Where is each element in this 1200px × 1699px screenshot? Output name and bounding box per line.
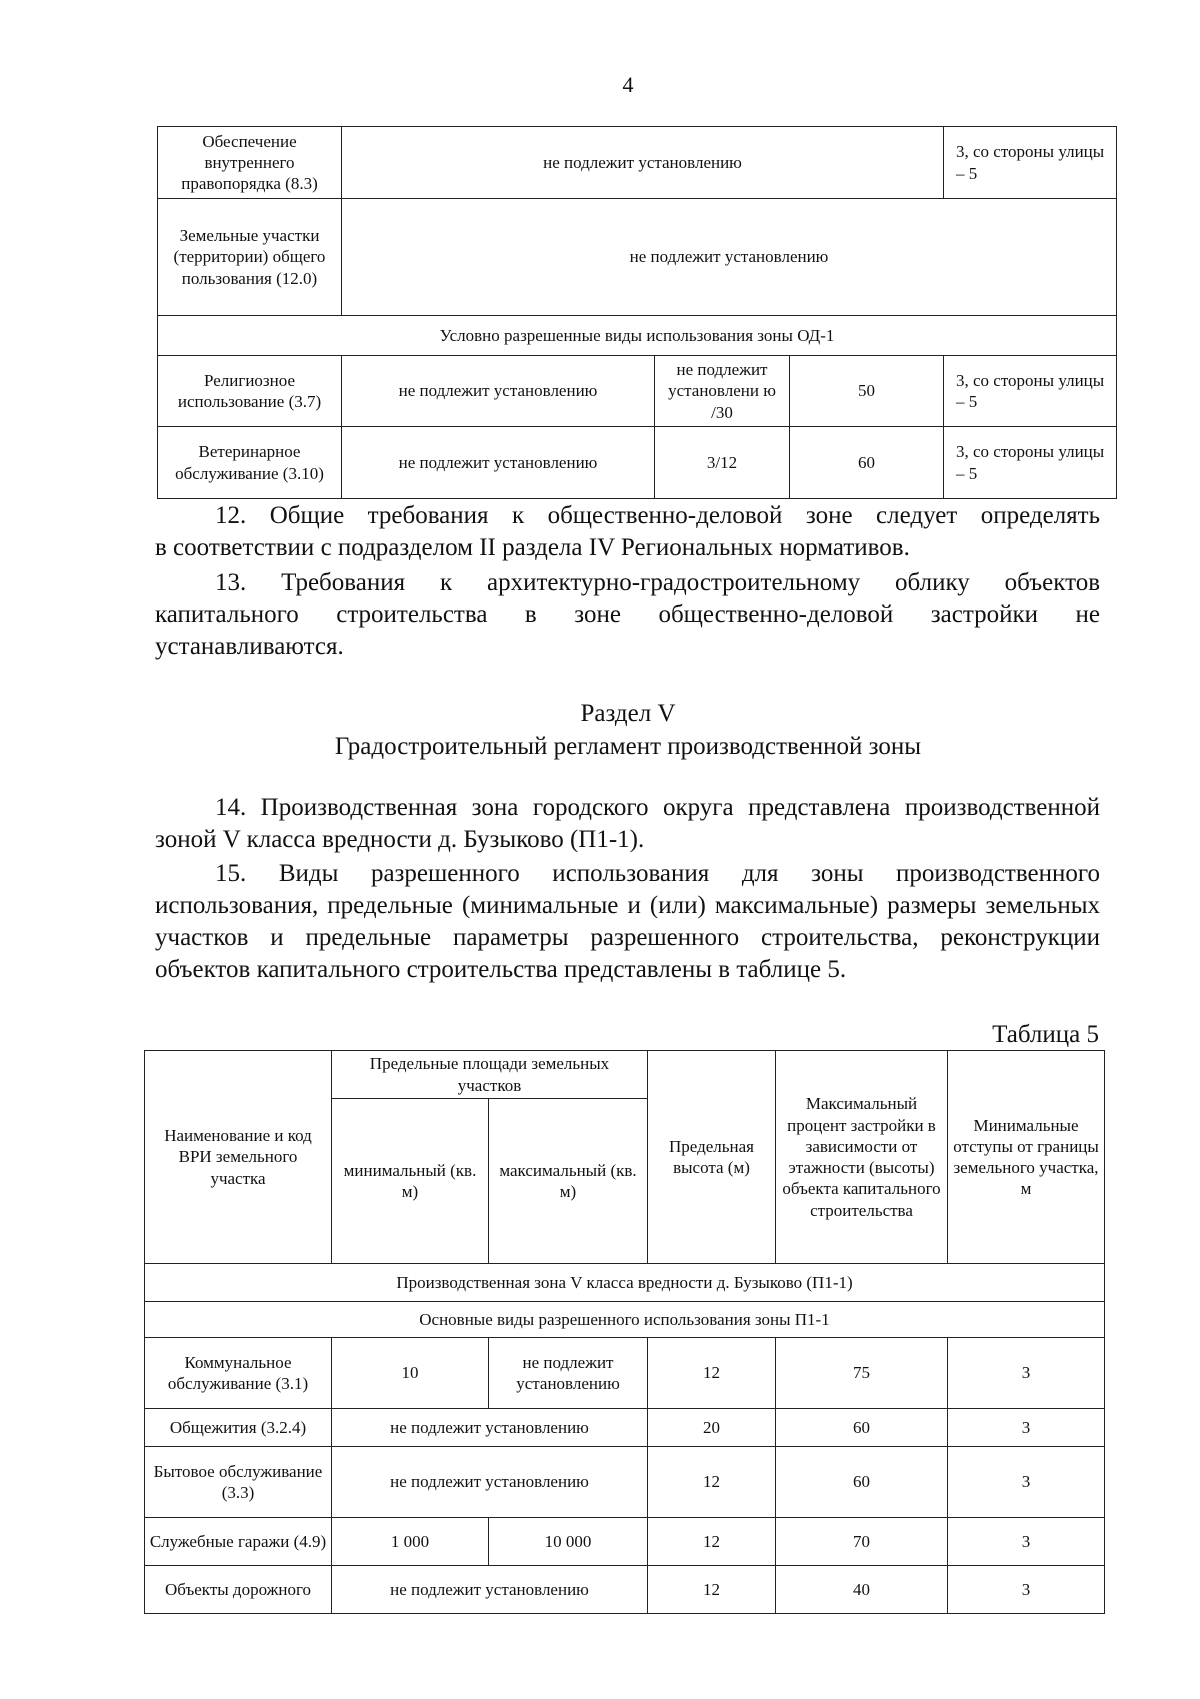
page-number: 4 [622, 72, 634, 97]
row-height: 3/12 [655, 427, 790, 499]
subsection-row [145, 1302, 1105, 1338]
row-merged-value: не подлежит установлению [342, 199, 1117, 316]
row-max: не подлежит установлению [489, 1338, 648, 1409]
row-area: не подлежит установлению [342, 356, 655, 427]
row-percent: 40 [776, 1566, 948, 1614]
row-name: Земельные участки (территории) общего пользования (12.0) [158, 199, 342, 316]
row-setback: 3 [948, 1518, 1105, 1566]
row-height: 12 [648, 1518, 776, 1566]
row-percent: 60 [776, 1409, 948, 1447]
row-name: Обеспечение внутреннего правопорядка (8.3) [158, 127, 342, 199]
row-setback: 3 [948, 1338, 1105, 1409]
section-title: Раздел V [580, 700, 676, 727]
table-row [145, 1518, 1105, 1566]
row-name: Объекты дорожного [145, 1566, 332, 1614]
table-row [145, 1409, 1105, 1447]
table-caption: Таблица 5 [992, 1021, 1099, 1048]
row-percent: 60 [790, 427, 944, 499]
row-min: 10 [332, 1338, 489, 1409]
row-merged-value: не подлежит установлению [342, 127, 944, 199]
row-max: 10 000 [489, 1518, 648, 1566]
row-setback: 3, со стороны улицы – 5 [944, 127, 1117, 199]
row-name: Бытовое обслуживание (3.3) [145, 1447, 332, 1518]
row-height: 12 [648, 1566, 776, 1614]
row-name: Коммунальное обслуживание (3.1) [145, 1338, 332, 1409]
table-row [158, 356, 1117, 427]
header-min: минимальный (кв. м) [332, 1099, 489, 1264]
row-min: 1 000 [332, 1518, 489, 1566]
row-percent: 70 [776, 1518, 948, 1566]
row-name: Служебные гаражи (4.9) [145, 1518, 332, 1566]
row-percent: 75 [776, 1338, 948, 1409]
header-area-group: Предельные площади земельных участков [332, 1051, 648, 1099]
header-percent: Максимальный процент застройки в зависимости от этажности (высоты) объекта капитального строительства [776, 1051, 948, 1264]
row-setback: 3 [948, 1566, 1105, 1614]
row-area: не подлежит установлению [342, 427, 655, 499]
table-row [145, 1447, 1105, 1518]
row-merged-area: не подлежит установлению [332, 1447, 648, 1518]
header-height: Предельная высота (м) [648, 1051, 776, 1264]
row-percent: 50 [790, 356, 944, 427]
row-height: не подлежит установлени ю /30 [655, 356, 790, 427]
row-height: 12 [648, 1338, 776, 1409]
row-setback: 3 [948, 1409, 1105, 1447]
paragraph-15: 15. Виды разрешенного использования для зоны производственного использования, предельные (минимальные и (или) максимальные) размеры земельных участков и предельные параметры разрешенного строительства, реконструкции объектов капитального строительства представлены в таблице 5. [155, 860, 1100, 983]
table-row [158, 127, 1117, 199]
table-row [158, 427, 1117, 499]
table-row [145, 1566, 1105, 1614]
row-setback: 3, со стороны улицы – 5 [944, 356, 1117, 427]
paragraph-14: 14. Производственная зона городского округа представлена производственной зоной V класса вредности д. Бузыково (П1-1). [155, 794, 1100, 853]
header-max: максимальный (кв. м) [489, 1099, 648, 1264]
section-header: Условно разрешенные виды использования зоны ОД-1 [158, 316, 1117, 356]
row-merged-area: не подлежит установлению [332, 1566, 648, 1614]
zone-title-row [145, 1264, 1105, 1302]
header-row [145, 1051, 1105, 1099]
row-height: 12 [648, 1447, 776, 1518]
section-subtitle: Градостроительный регламент производственной зоны [334, 733, 922, 760]
zone-title: Производственная зона V класса вредности д. Бузыково (П1-1) [145, 1264, 1105, 1302]
header-name: Наименование и код ВРИ земельного участка [145, 1051, 332, 1264]
row-setback: 3 [948, 1447, 1105, 1518]
paragraph-12-line-2: в соответствии с подразделом II раздела IV Региональных нормативов. [155, 534, 910, 561]
row-name: Религиозное использование (3.7) [158, 356, 342, 427]
section-header-row [158, 316, 1117, 356]
paragraph-13: 13. Требования к архитектурно-градостроительному облику объектов капитального строительства в зоне общественно-деловой застройки не устанавливаются. [155, 569, 1100, 660]
table-row [158, 199, 1117, 316]
row-name: Ветеринарное обслуживание (3.10) [158, 427, 342, 499]
row-name: Общежития (3.2.4) [145, 1409, 332, 1447]
table-row [145, 1338, 1105, 1409]
top-table [157, 126, 1117, 499]
table-5 [144, 1050, 1105, 1614]
row-percent: 60 [776, 1447, 948, 1518]
subsection-title: Основные виды разрешенного использования зоны П1-1 [145, 1302, 1105, 1338]
header-setback: Минимальные отступы от границы земельного участка, м [948, 1051, 1105, 1264]
row-merged-area: не подлежит установлению [332, 1409, 648, 1447]
paragraph-12-line-1: 12. Общие требования к общественно-деловой зоне следует определять [215, 502, 1100, 529]
row-setback: 3, со стороны улицы – 5 [944, 427, 1117, 499]
row-height: 20 [648, 1409, 776, 1447]
